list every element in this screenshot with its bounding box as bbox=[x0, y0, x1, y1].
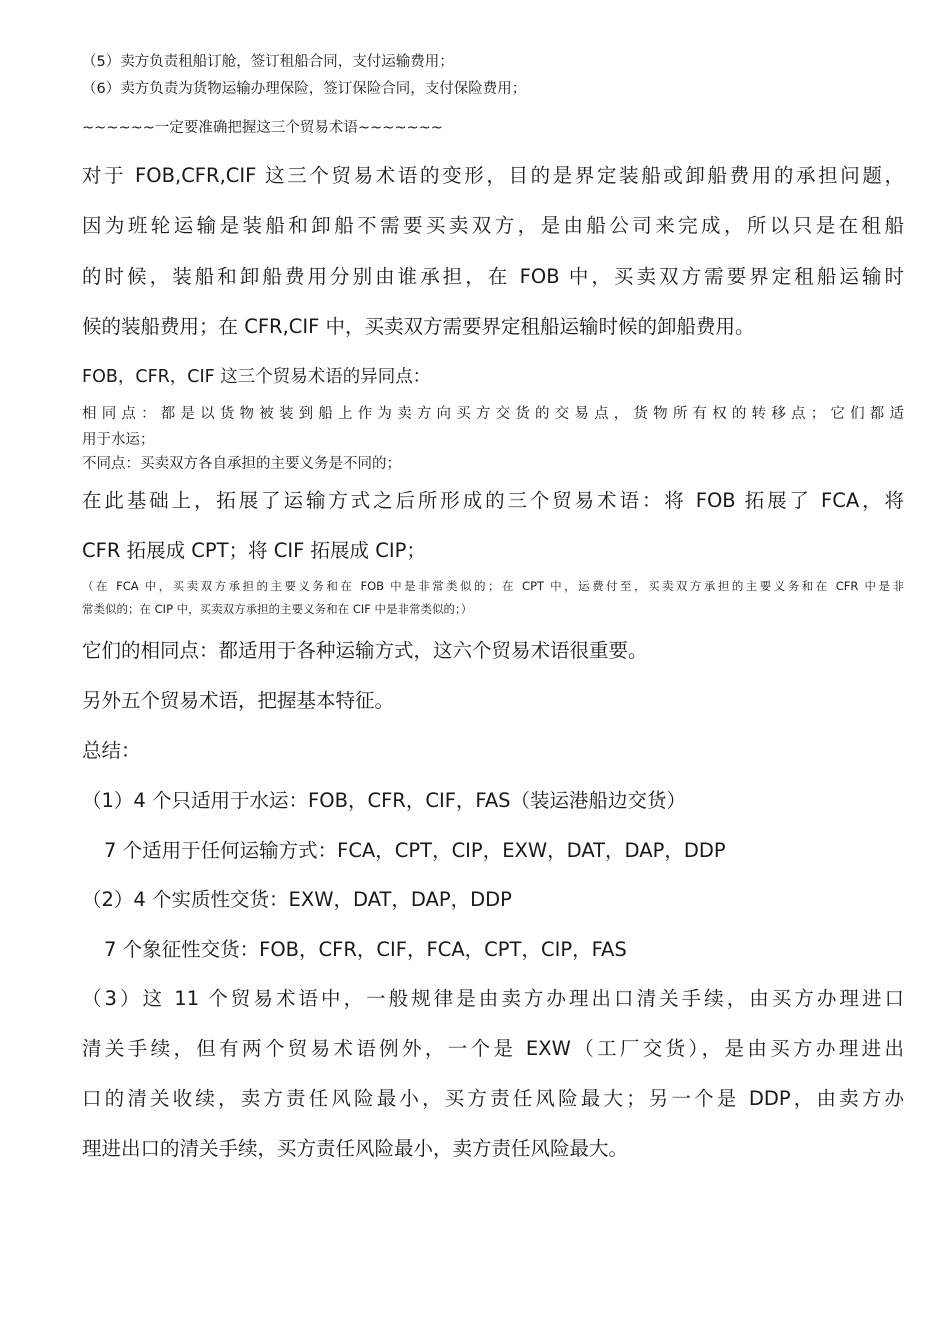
text-line: 口的清关收续，卖方责任风险最小，买方责任风险最大；另一个是 DDP，由卖方办 bbox=[82, 1087, 904, 1110]
text-line: 因为班轮运输是装船和卸船不需要买卖双方，是由船公司来完成，所以只是在租船 bbox=[82, 214, 904, 237]
summary-item: 7 个象征性交货：FOB，CFR，CIF，FCA，CPT，CIP，FAS bbox=[104, 938, 627, 961]
text-line: 不同点：买卖双方各自承担的主要义务是不同的； bbox=[82, 456, 401, 472]
note-line: 常类似的；在 CIP 中，买卖双方承担的主要义务和在 CIF 中是非常类似的；） bbox=[82, 602, 473, 616]
note-line: （在 FCA 中，买卖双方承担的主要义务和在 FOB 中是非常类似的；在 CPT 中，运费付至，买卖双方承担的主要义务和在 CFR 中是非 bbox=[82, 579, 904, 593]
text-line: 清关手续，但有两个贸易术语例外，一个是 EXW（工厂交货），是由买方办理进出 bbox=[82, 1037, 904, 1060]
text-line: FOB，CFR，CIF 这三个贸易术语的异同点： bbox=[82, 367, 431, 387]
text-line: 对于 FOB,CFR,CIF 这三个贸易术语的变形，目的是界定装船或卸船费用的承担问题， bbox=[82, 164, 904, 187]
text-line: CFR 拓展成 CPT；将 CIF 拓展成 CIP； bbox=[82, 539, 426, 562]
summary-item: （2）4 个实质性交货：EXW，DAT，DAP，DDP bbox=[82, 888, 512, 911]
summary-item: （1）4 个只适用于水运：FOB，CFR，CIF，FAS（装运港船边交货） bbox=[82, 789, 687, 812]
section-divider-heading: ~~~~~~一定要准确把握这三个贸易术语~~~~~~~ bbox=[82, 120, 443, 136]
summary-item: 7 个适用于任何运输方式：FCA，CPT，CIP，EXW，DAT，DAP，DDP bbox=[104, 839, 726, 862]
text-line: 它们的相同点：都适用于各种运输方式，这六个贸易术语很重要。 bbox=[82, 639, 648, 662]
text-line: 理进出口的清关手续，买方责任风险最小，卖方责任风险最大。 bbox=[82, 1137, 629, 1160]
text-line: （6）卖方负责为货物运输办理保险，签订保险合同，支付保险费用； bbox=[82, 81, 527, 97]
summary-heading: 总结： bbox=[82, 739, 141, 762]
summary-item: （3）这 11 个贸易术语中，一般规律是由卖方办理出口清关手续，由买方办理进口 bbox=[82, 987, 904, 1010]
text-line: 候的装船费用；在 CFR,CIF 中，买卖双方需要界定租船运输时候的卸船费用。 bbox=[82, 315, 755, 338]
text-line: 另外五个贸易术语，把握基本特征。 bbox=[82, 689, 395, 712]
text-line: 相同点：都是以货物被装到船上作为卖方向买方交货的交易点，货物所有权的转移点；它们都适 bbox=[82, 406, 904, 422]
text-line: （5）卖方负责租船订舱，签订租船合同，支付运输费用； bbox=[82, 54, 454, 70]
text-line: 在此基础上，拓展了运输方式之后所形成的三个贸易术语：将 FOB 拓展了 FCA，将 bbox=[82, 489, 904, 512]
text-line: 用于水运； bbox=[82, 432, 155, 448]
text-line: 的时候，装船和卸船费用分别由谁承担，在 FOB 中，买卖双方需要界定租船运输时 bbox=[82, 265, 904, 288]
